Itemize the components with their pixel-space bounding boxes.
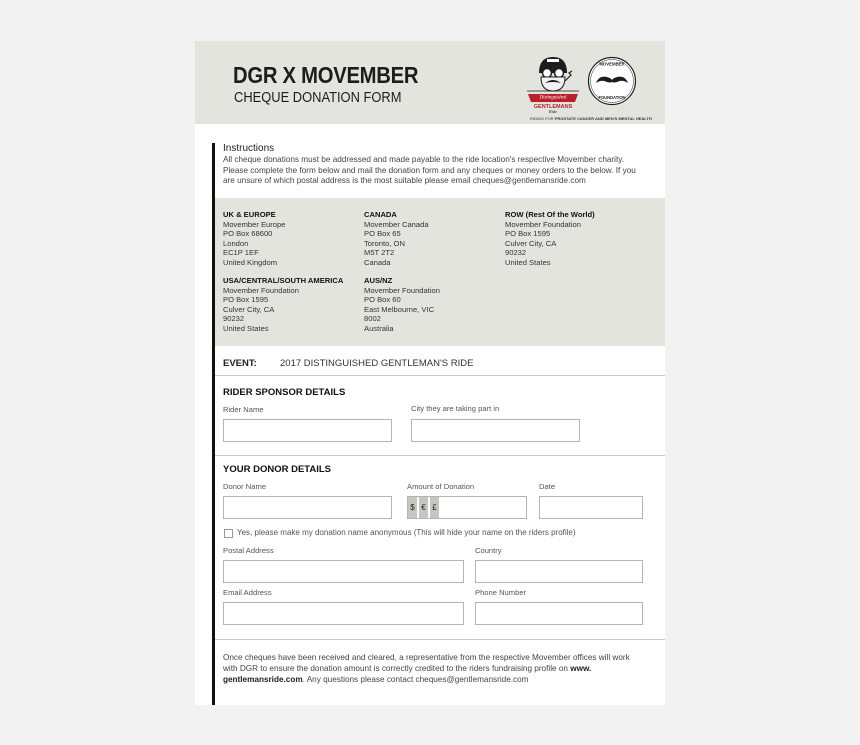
phone-input[interactable] — [475, 602, 643, 625]
svg-text:FOUNDATION: FOUNDATION — [598, 95, 626, 100]
form-header — [195, 41, 665, 124]
dgr-logo — [525, 53, 581, 113]
divider — [215, 455, 665, 456]
anonymous-label: Yes, please make my donation name anonymous (This will hide your name on the riders profile) — [237, 528, 576, 537]
anonymous-checkbox[interactable] — [224, 529, 233, 538]
movember-logo — [587, 56, 637, 106]
rider-name-input[interactable] — [223, 419, 392, 442]
pound-currency[interactable]: £ — [430, 497, 439, 518]
page-title: DGR X MOVEMBER — [233, 62, 419, 88]
address-aus-nz: AUS/NZ Movember Foundation PO Box 60 East Melbourne, VIC 8002 Australia — [364, 276, 440, 333]
rider-section-title: RIDER SPONSOR DETAILS — [223, 387, 346, 398]
svg-text:MOVEMBER: MOVEMBER — [599, 61, 625, 67]
svg-text:Distinguished: Distinguished — [539, 95, 567, 101]
euro-currency[interactable]: € — [419, 497, 428, 518]
address-canada: CANADA Movember Canada PO Box 65 Toronto, ON M5T 2T2 Canada — [364, 210, 429, 267]
divider — [215, 639, 665, 640]
donor-name-input[interactable] — [223, 496, 392, 519]
donor-name-label: Donor Name — [223, 482, 267, 491]
svg-text:GENTLEMANS: GENTLEMANS — [533, 104, 573, 110]
amount-label: Amount of Donation — [407, 482, 475, 491]
country-label: Country — [475, 546, 502, 555]
email-input[interactable] — [223, 602, 464, 625]
divider — [215, 375, 665, 376]
event-value: 2017 DISTINGUISHED GENTLEMAN'S RIDE — [280, 358, 474, 369]
postal-address-input[interactable] — [223, 560, 464, 583]
tagline: RIDING FOR PROSTATE CANCER AND MEN'S MENTAL HEALTH — [530, 116, 652, 121]
email-label: Email Address — [223, 588, 272, 597]
date-label: Date — [539, 482, 556, 491]
footer-note: Once cheques have been received and cleared, a representative from the respective Movember offices will work with DGR to ensure the donation amount is correctly credited to the riders fundraising profile on www. gentlemansride.com. Any questions please contact cheques@gentlemansride.com — [223, 653, 630, 684]
address-usa: USA/CENTRAL/SOUTH AMERICA Movember Foundation PO Box 1595 Culver City, CA 90232 United States — [223, 276, 344, 333]
instructions-text: All cheque donations must be addressed and made payable to the ride location's respective Movember charity. Please complete the form below and mail the donation form and any cheques or money orders to the below. If you are unsure of which postal address is the most suitable please email cheques@gentlemansride.com — [223, 155, 636, 186]
rider-city-label: City they are taking part in — [411, 404, 500, 413]
donor-section-title: YOUR DONOR DETAILS — [223, 464, 332, 475]
dollar-currency[interactable]: $ — [408, 497, 417, 518]
amount-input[interactable] — [407, 496, 527, 519]
page-subtitle: CHEQUE DONATION FORM — [234, 89, 402, 106]
address-uk-europe: UK & EUROPE Movember Europe PO Box 68600 London EC1P 1EF United Kingdom — [223, 210, 286, 267]
instructions-title: Instructions — [223, 143, 275, 154]
rider-city-input[interactable] — [411, 419, 580, 442]
date-input[interactable] — [539, 496, 643, 519]
country-input[interactable] — [475, 560, 643, 583]
rider-name-label: Rider Name — [223, 405, 264, 414]
address-row: ROW (Rest Of the World) Movember Foundation PO Box 1595 Culver City, CA 90232 United States — [505, 210, 595, 267]
svg-text:Ride: Ride — [548, 109, 558, 113]
phone-label: Phone Number — [475, 588, 527, 597]
postal-address-label: Postal Address — [223, 546, 274, 555]
donation-form-page — [195, 41, 665, 705]
event-label: EVENT: — [223, 358, 257, 369]
website-link[interactable]: www. gentlemansride.com — [223, 663, 592, 684]
